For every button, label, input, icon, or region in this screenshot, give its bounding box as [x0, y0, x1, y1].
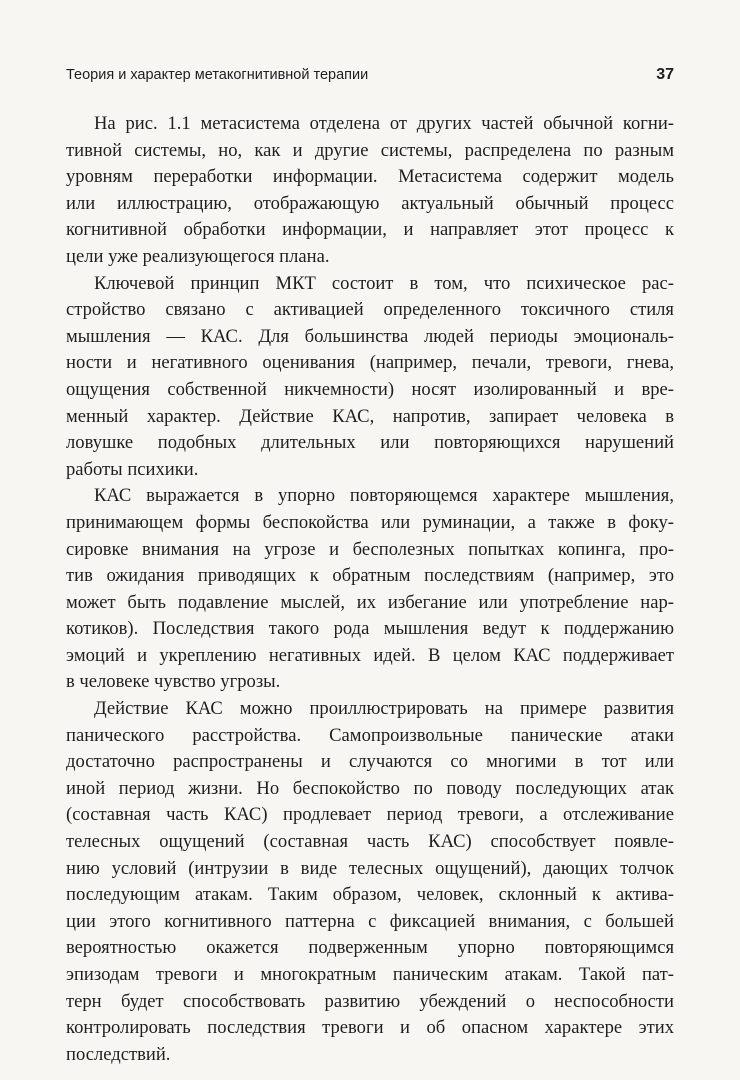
text-line: ции этого когнитивного паттерна с фиксацией внимания, с большей [66, 910, 674, 932]
text-line: достаточно распространены и случаются со многими в тот или [66, 751, 674, 773]
text-line: Ключевой принцип МКТ состоит в том, что психическое рас- [94, 272, 674, 294]
text-line: ловушке подобных длительных или повторяющихся нарушений [66, 432, 674, 454]
paragraph-3 [66, 483, 674, 696]
text-line: Действие КАС можно проиллюстрировать на примере развития [94, 698, 674, 720]
paragraph-4 [66, 696, 674, 1068]
text-line: менный характер. Действие КАС, напротив, запирает человека в [66, 405, 674, 427]
running-title: Теория и характер метакогнитивной терапии [66, 67, 369, 83]
text-line: котиков). Последствия такого рода мышления ведут к поддержанию [66, 618, 674, 640]
body-text [66, 111, 674, 1068]
text-line: терн будет способствовать развитию убеждений о неспособности [66, 990, 674, 1012]
paragraph-1 [66, 111, 674, 271]
text-line: панического расстройства. Самопроизвольные панические атаки [66, 724, 674, 746]
text-line: нию условий (интрузии в виде телесных ощущений), дающих толчок [66, 857, 674, 879]
text-line: телесных ощущений (составная часть КАС) способствует появле- [66, 831, 674, 853]
text-line: или иллюстрацию, отображающую актуальный обычный процесс [66, 192, 674, 214]
text-line: когнитивной обработки информации, и направляет этот процесс к [66, 219, 674, 241]
text-line: тивной системы, но, как и другие системы, распределена по разным [66, 139, 674, 161]
paragraph-2 [66, 271, 674, 484]
text-line: ощущения собственной никчемности) носят изолированный и вре- [66, 378, 674, 400]
text-line: контролировать последствия тревоги и об опасном характере этих [66, 1017, 674, 1039]
text-line: иной период жизни. Но беспокойство по поводу последующих атак [66, 777, 674, 799]
page-number: 37 [656, 66, 674, 83]
text-line: последствий. [66, 1043, 171, 1065]
text-line: эмоций и укреплению негативных идей. В целом КАС поддерживает [66, 644, 674, 666]
text-line: последующим атакам. Таким образом, человек, склонный к актива- [66, 884, 674, 906]
text-line: цели уже реализующегося плана. [66, 245, 330, 267]
text-line: может быть подавление мыслей, их избегание или употребление нар- [66, 591, 674, 613]
text-line: в человеке чувство угрозы. [66, 671, 281, 693]
text-line: эпизодам тревоги и многократным паническим атакам. Такой пат- [66, 964, 674, 985]
text-line: работы психики. [66, 458, 199, 480]
text-line: мышления — КАС. Для большинства людей периоды эмоциональ- [66, 325, 674, 347]
text-line: КАС выражается в упорно повторяющемся характере мышления, [94, 485, 674, 507]
text-line: (составная часть КАС) продлевает период тревоги, а отслеживание [66, 804, 674, 826]
text-line: На рис. 1.1 метасистема отделена от других частей обычной когни- [94, 113, 674, 134]
text-line: уровням переработки информации. Метасистема содержит модель [66, 166, 674, 188]
text-line: принимающем формы беспокойства или руминации, а также в фоку- [66, 511, 674, 533]
text-line: тив ожидания приводящих к обратным последствиям (например, это [66, 565, 674, 587]
text-line: вероятностью окажется подверженным упорно повторяющимся [66, 937, 674, 959]
text-line: сировке внимания на угрозе и бесполезных попытках копинга, про- [66, 538, 674, 560]
text-line: ности и негативного оценивания (например, печали, тревоги, гнева, [66, 352, 674, 374]
running-head [66, 66, 674, 84]
text-line: стройство связано с активацией определенного токсичного стиля [66, 299, 674, 321]
